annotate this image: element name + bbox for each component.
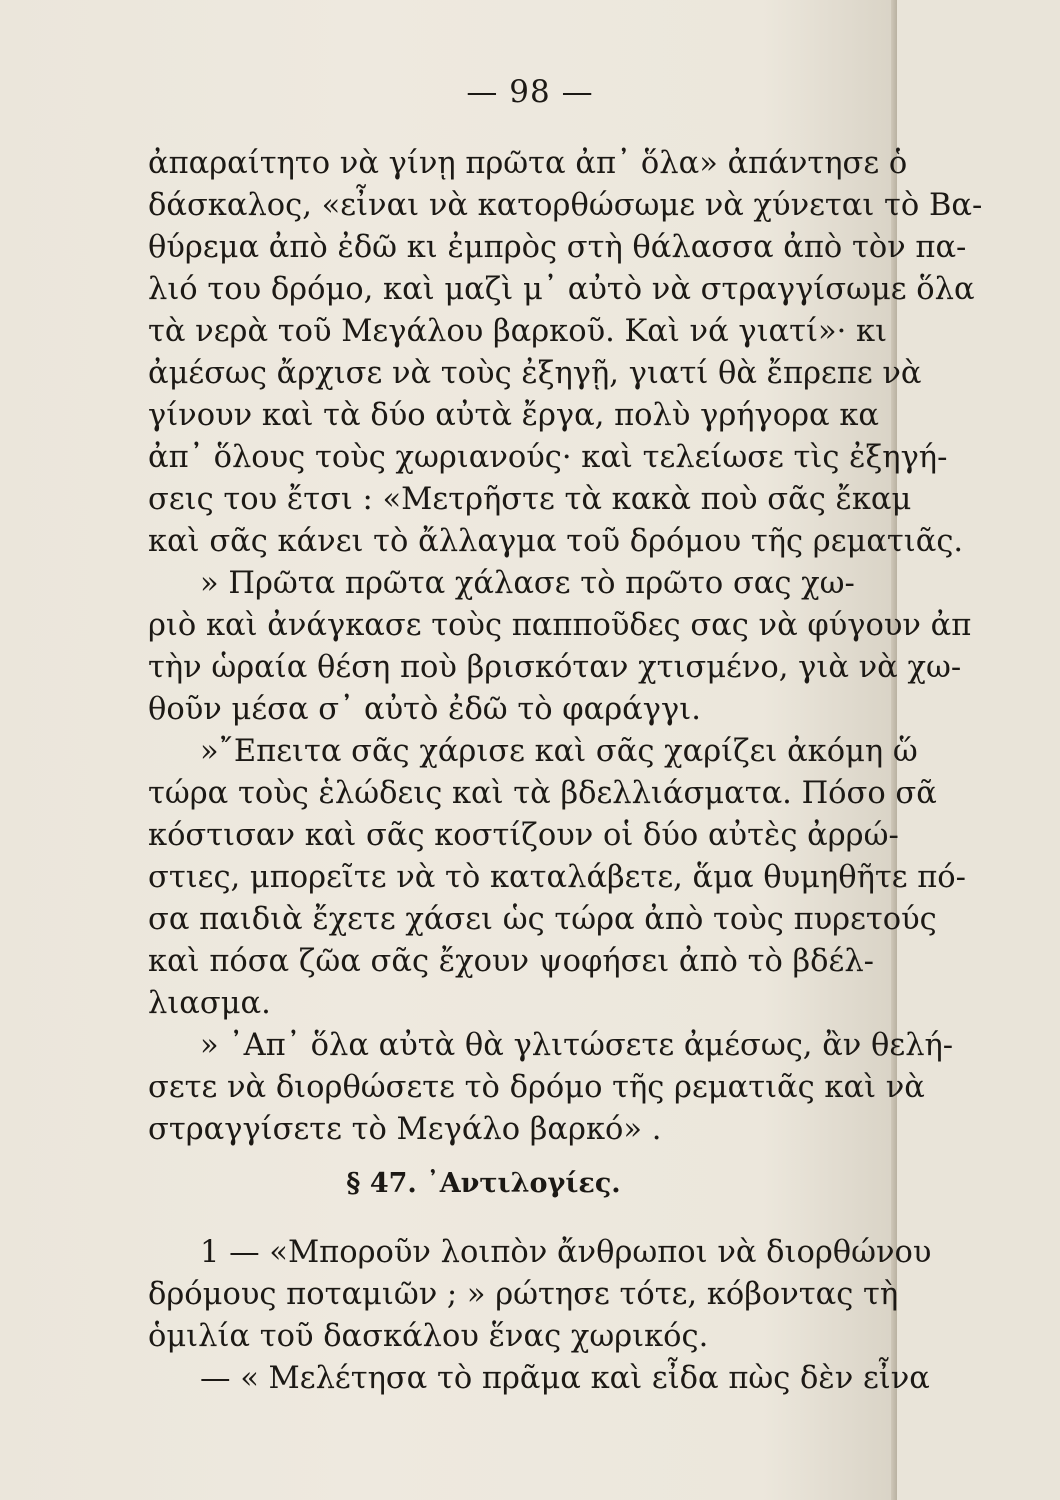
text-line: — « Μελέτησα τὸ πρᾶμα καὶ εἶδα πὼς δὲν εἶνα bbox=[200, 1361, 930, 1396]
page-number: — 98 — bbox=[466, 74, 594, 110]
text-line: θύρεμα ἀπὸ ἐδῶ κι ἐμπρὸς στὴ θάλασσα ἀπὸ τὸν πα- bbox=[148, 230, 967, 265]
text-line: καὶ πόσα ζῶα σᾶς ἔχουν ψοφήσει ἀπὸ τὸ βδέλ- bbox=[148, 944, 874, 979]
text-line: θοῦν μέσα σ᾽ αὐτὸ ἐδῶ τὸ φαράγγι. bbox=[148, 692, 701, 727]
text-line: λιασμα. bbox=[148, 986, 271, 1021]
text-line: στιες, μπορεῖτε νὰ τὸ καταλάβετε, ἅμα θυμηθῆτε πό- bbox=[148, 860, 966, 895]
text-line: »῎Επειτα σᾶς χάρισε καὶ σᾶς χαρίζει ἀκόμη ὥ bbox=[200, 734, 918, 769]
text-line: τὴν ὡραία θέση ποὺ βρισκόταν χτισμένο, γιὰ νὰ χω- bbox=[148, 650, 962, 685]
body-text bbox=[148, 143, 983, 1151]
text-line: σεις του ἔτσι : «Μετρῆστε τὰ κακὰ ποὺ σᾶς ἔκαμ bbox=[148, 482, 912, 517]
text-line: ἀπ᾽ ὅλους τοὺς χωριανούς· καὶ τελείωσε τὶς ἐξηγή- bbox=[148, 440, 948, 475]
text-line: τὰ νερὰ τοῦ Μεγάλου βαρκοῦ. Καὶ νά γιατί»· κι bbox=[148, 314, 888, 349]
text-line: καὶ σᾶς κάνει τὸ ἄλλαγμα τοῦ δρόμου τῆς ρεματιᾶς. bbox=[148, 524, 964, 559]
text-line: ἀπαραίτητο νὰ γίνῃ πρῶτα ἀπ᾽ ὅλα» ἀπάντησε ὁ bbox=[148, 146, 908, 181]
text-line: ριὸ καὶ ἀνάγκασε τοὺς παπποῦδες σας νὰ φύγουν ἀπ bbox=[148, 608, 972, 643]
text-line: γίνουν καὶ τὰ δύο αὐτὰ ἔργα, πολὺ γρήγορα κα bbox=[148, 398, 880, 433]
text-line: 1 — «Μποροῦν λοιπὸν ἄνθρωποι νὰ διορθώνου bbox=[200, 1235, 932, 1270]
section-text bbox=[148, 1232, 932, 1400]
text-line: λιό του δρόμο, καὶ μαζὶ μ᾽ αὐτὸ νὰ στραγγίσωμε ὅλα bbox=[148, 272, 975, 307]
text-line: ἀμέσως ἄρχισε νὰ τοὺς ἐξηγῇ, γιατί θὰ ἔπρεπε νὰ bbox=[148, 356, 922, 391]
section-heading: § 47. ᾽Αντιλογίες. bbox=[346, 1168, 621, 1199]
text-line: τώρα τοὺς ἑλώδεις καὶ τὰ βδελλιάσματα. Πόσο σᾶ bbox=[148, 776, 937, 811]
text-line: σα παιδιὰ ἔχετε χάσει ὡς τώρα ἀπὸ τοὺς πυρετούς bbox=[148, 902, 937, 937]
text-line: ὁμιλία τοῦ δασκάλου ἕνας χωρικός. bbox=[148, 1319, 709, 1354]
text-line: στραγγίσετε τὸ Μεγάλο βαρκό» . bbox=[148, 1112, 662, 1147]
text-line: » ᾽Απ᾽ ὅλα αὐτὰ θὰ γλιτώσετε ἀμέσως, ἂν θελή- bbox=[200, 1028, 954, 1063]
text-line: σετε νὰ διορθώσετε τὸ δρόμο τῆς ρεματιᾶς καὶ νὰ bbox=[148, 1070, 925, 1105]
text-line: » Πρῶτα πρῶτα χάλασε τὸ πρῶτο σας χω- bbox=[200, 566, 855, 601]
text-line: δρόμους ποταμιῶν ; » ρώτησε τότε, κόβοντας τὴ bbox=[148, 1277, 899, 1312]
text-line: δάσκαλος, «εἶναι νὰ κατορθώσωμε νὰ χύνεται τὸ Βα- bbox=[148, 188, 983, 223]
text-line: κόστισαν καὶ σᾶς κοστίζουν οἱ δύο αὐτὲς ἀρρώ- bbox=[148, 818, 899, 853]
